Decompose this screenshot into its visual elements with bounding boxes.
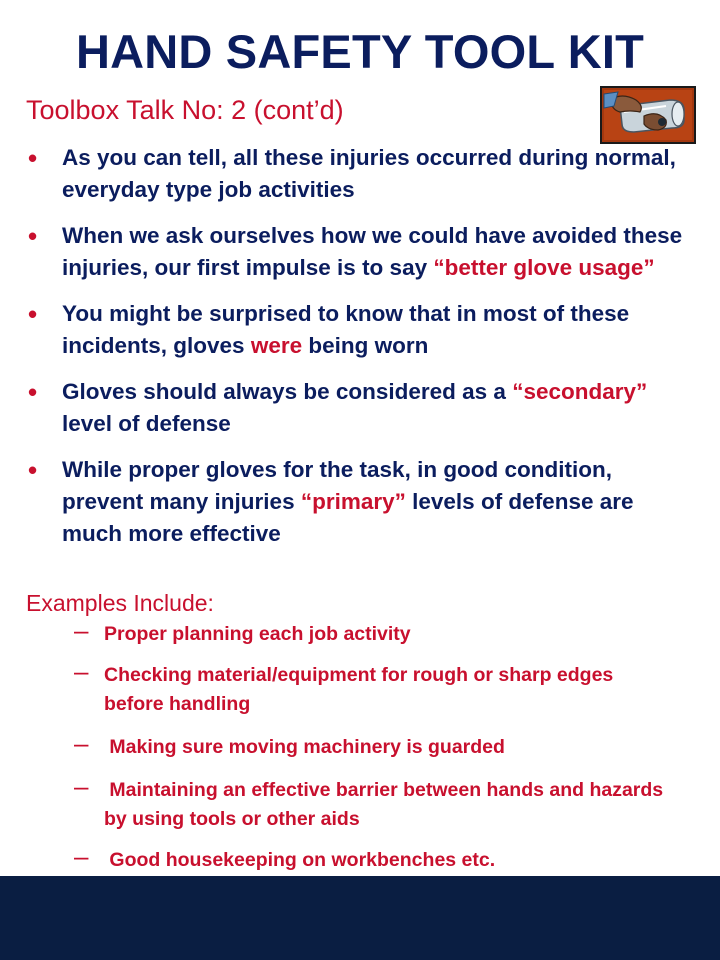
examples-heading: Examples Include:: [26, 590, 214, 616]
example-text: Proper planning each job activity: [104, 623, 411, 645]
bullet-item: [28, 376, 688, 440]
example-item: [74, 771, 674, 834]
dash-bullet-icon: –: [74, 615, 89, 645]
bullet-highlight: “better glove usage”: [433, 255, 655, 280]
bullet-item: [28, 298, 688, 362]
bullet-text-tail: being worn: [302, 333, 429, 358]
bullet-text: When we ask ourselves how we could have avoided these injuries, our first impulse is to say: [62, 223, 683, 280]
bullet-item: [28, 142, 688, 206]
bullet-highlight: “primary”: [300, 489, 406, 514]
example-item: [74, 841, 674, 875]
hand-tool-clipart-icon: [600, 86, 696, 144]
dash-bullet-icon: –: [74, 656, 89, 686]
example-text: Making sure moving machinery is guarded: [104, 736, 505, 758]
bullet-text: You might be surprised to know that in most of these incidents, gloves: [62, 301, 630, 358]
bullet-dot-icon: •: [28, 455, 38, 485]
bullet-dot-icon: •: [28, 299, 38, 329]
slide-subtitle: Toolbox Talk No: 2 (cont’d): [26, 95, 344, 125]
bullet-highlight: were: [250, 333, 303, 358]
dash-bullet-icon: –: [74, 841, 89, 871]
bullet-text-tail: levels of defense are much more effective: [62, 489, 634, 546]
example-item: [74, 656, 674, 719]
examples-list: [74, 615, 674, 875]
example-text: Maintaining an effective barrier between hands and hazards by using tools or other aids: [104, 779, 669, 830]
main-bullet-list: [28, 142, 688, 550]
bullet-dot-icon: •: [28, 221, 38, 251]
example-item: [74, 615, 674, 649]
bullet-dot-icon: •: [28, 143, 38, 173]
footer-bar: [0, 876, 720, 960]
bullet-text-tail: level of defense: [62, 411, 231, 436]
bullet-text: Gloves should always be considered as a: [62, 379, 513, 404]
bullet-text: As you can tell, all these injuries occurred during normal, everyday type job activities: [62, 145, 676, 202]
bullet-text: While proper gloves for the task, in good condition, prevent many injuries: [62, 457, 613, 514]
bullet-item: [28, 454, 688, 550]
example-item: [74, 728, 674, 762]
bullet-item: [28, 220, 688, 284]
bullet-highlight: “secondary”: [512, 379, 648, 404]
dash-bullet-icon: –: [74, 771, 89, 801]
dash-bullet-icon: –: [74, 728, 89, 758]
bullet-dot-icon: •: [28, 377, 38, 407]
example-text: Good housekeeping on workbenches etc.: [104, 849, 496, 871]
slide-title: HAND SAFETY TOOL KIT: [75, 25, 645, 78]
example-text: Checking material/equipment for rough or sharp edges before handling: [104, 664, 614, 715]
